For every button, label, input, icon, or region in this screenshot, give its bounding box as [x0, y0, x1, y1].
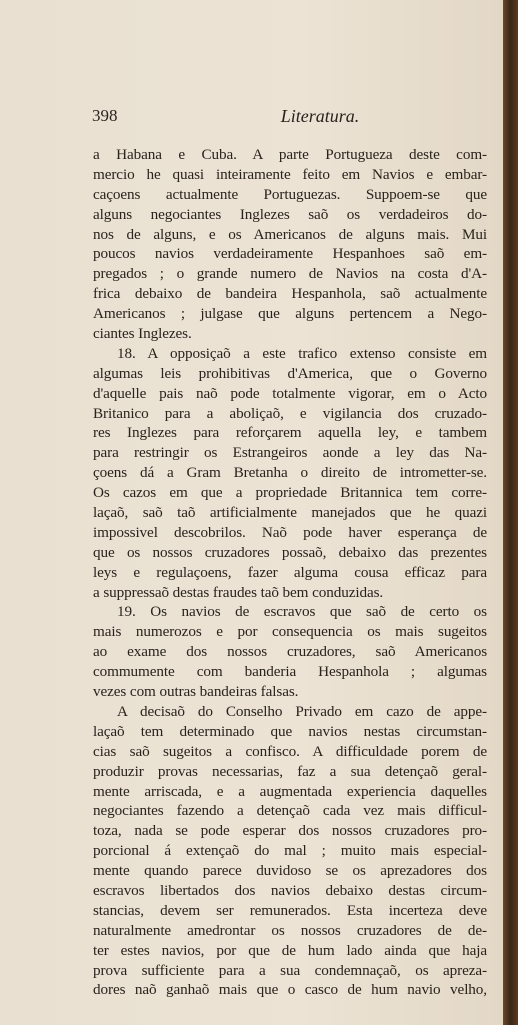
text-line: naturalmente amedrontar os nossos cruzadores de de-: [93, 921, 487, 939]
text-line: a Habana e Cuba. A parte Portugueza deste com-: [93, 146, 487, 163]
text-line: d'aquelle pais naõ pode totalmente vigorar, em o Acto: [93, 384, 487, 402]
running-title: Literatura.: [280, 106, 360, 126]
text-line: mais numerozos e por consequencia os mais sugeitos: [93, 623, 487, 641]
text-line: pregados ; o grande numero de Navios na costa d'A-: [93, 265, 487, 283]
text-line: A decisaõ do Conselho Privado em cazo de appe-: [117, 702, 487, 720]
body-text: [93, 145, 487, 1000]
text-line: 18. A opposiçaõ a este trafico extenso consiste em: [117, 344, 487, 362]
text-line: alguns negociantes Inglezes saõ os verdadeiros do-: [93, 205, 487, 223]
text-line: vezes com outras bandeiras falsas.: [93, 683, 299, 701]
text-line: poucos navios verdadeiramente Hespanhoes saõ em-: [93, 245, 487, 263]
text-line: para restringir os Estrangeiros aonde a ley das Na-: [93, 444, 487, 462]
text-line: frica debaixo de bandeira Hespanhola, saõ actualmente: [93, 285, 487, 303]
text-line: ao exame dos nossos cruzadores, saõ Americanos: [93, 643, 487, 661]
text-line: dores naõ ganhaõ mais que o casco de hum navio velho,: [93, 981, 487, 999]
text-line: produzir provas necessarias, faz a sua detençaõ geral-: [93, 762, 487, 780]
text-line: çoens dá a Gram Bretanha o direito de intrometter-se.: [93, 464, 487, 482]
text-line: Os cazos em que a propriedade Britannica tem corre-: [93, 484, 487, 502]
text-line: leys e regulaçoens, fazer alguma cousa efficaz para: [93, 563, 487, 581]
text-line: nos de alguns, e os Americanos de alguns mais. Mui: [93, 225, 487, 243]
text-line: mente arriscada, e a augmentada experiencia daquelles: [93, 782, 487, 800]
text-line: caçoens actualmente Portuguezas. Suppoem-se que: [93, 185, 487, 203]
text-line: a suppressaõ destas fraudes taõ bem conduzidas.: [93, 583, 384, 601]
text-line: ter estes navios, por que de hum lado ainda que haja: [93, 941, 487, 959]
page-header: [92, 106, 488, 130]
text-line: porcional á extençaõ do mal ; muito mais especial-: [93, 842, 487, 860]
text-line: escravos libertados dos navios debaixo destas circum-: [93, 881, 487, 899]
book-spine: [503, 0, 518, 1025]
text-line: res Inglezes para reforçarem aquella ley, e tambem: [93, 424, 487, 442]
text-line: prova sufficiente para a sua condemnaçaõ, os apreza-: [93, 961, 487, 979]
text-line: algumas leis prohibitivas d'America, que o Governo: [93, 364, 487, 382]
text-line: laçaõ tem determinado que navios nestas circumstan-: [93, 722, 487, 740]
text-line: mente quando parece duvidoso se os aprezadores dos: [93, 862, 487, 880]
page-number: 398: [92, 106, 118, 125]
text-line: negociantes fazendo a detençaõ cada vez mais difficul-: [93, 802, 487, 820]
text-line: laçaõ, saõ taõ artificialmente manejados que he quazi: [93, 504, 487, 522]
text-line: cias saõ sugeitos a confisco. A difficuldade porem de: [93, 742, 487, 760]
text-line: Americanos ; julgase que alguns pertencem a Nego-: [93, 305, 487, 323]
text-line: commumente com banderia Hespanhola ; algumas: [93, 663, 487, 681]
text-line: 19. Os navios de escravos que saõ de certo os: [117, 603, 487, 621]
text-line: stancias, devem ser remunerados. Esta incerteza deve: [93, 901, 487, 919]
text-line: Britanico para a aboliçaõ, e vigilancia dos cruzado-: [93, 404, 487, 422]
text-line: impossivel descobrilos. Naõ pode haver esperança de: [93, 523, 487, 541]
text-line: ciantes Inglezes.: [93, 325, 192, 343]
text-line: toza, nada se pode esperar dos nossos cruzadores pro-: [93, 822, 487, 840]
text-line: que os nossos cruzadores possaõ, debaixo das prezentes: [93, 543, 487, 561]
text-line: mercio he quasi inteiramente feito em Navios e embar-: [93, 165, 487, 183]
